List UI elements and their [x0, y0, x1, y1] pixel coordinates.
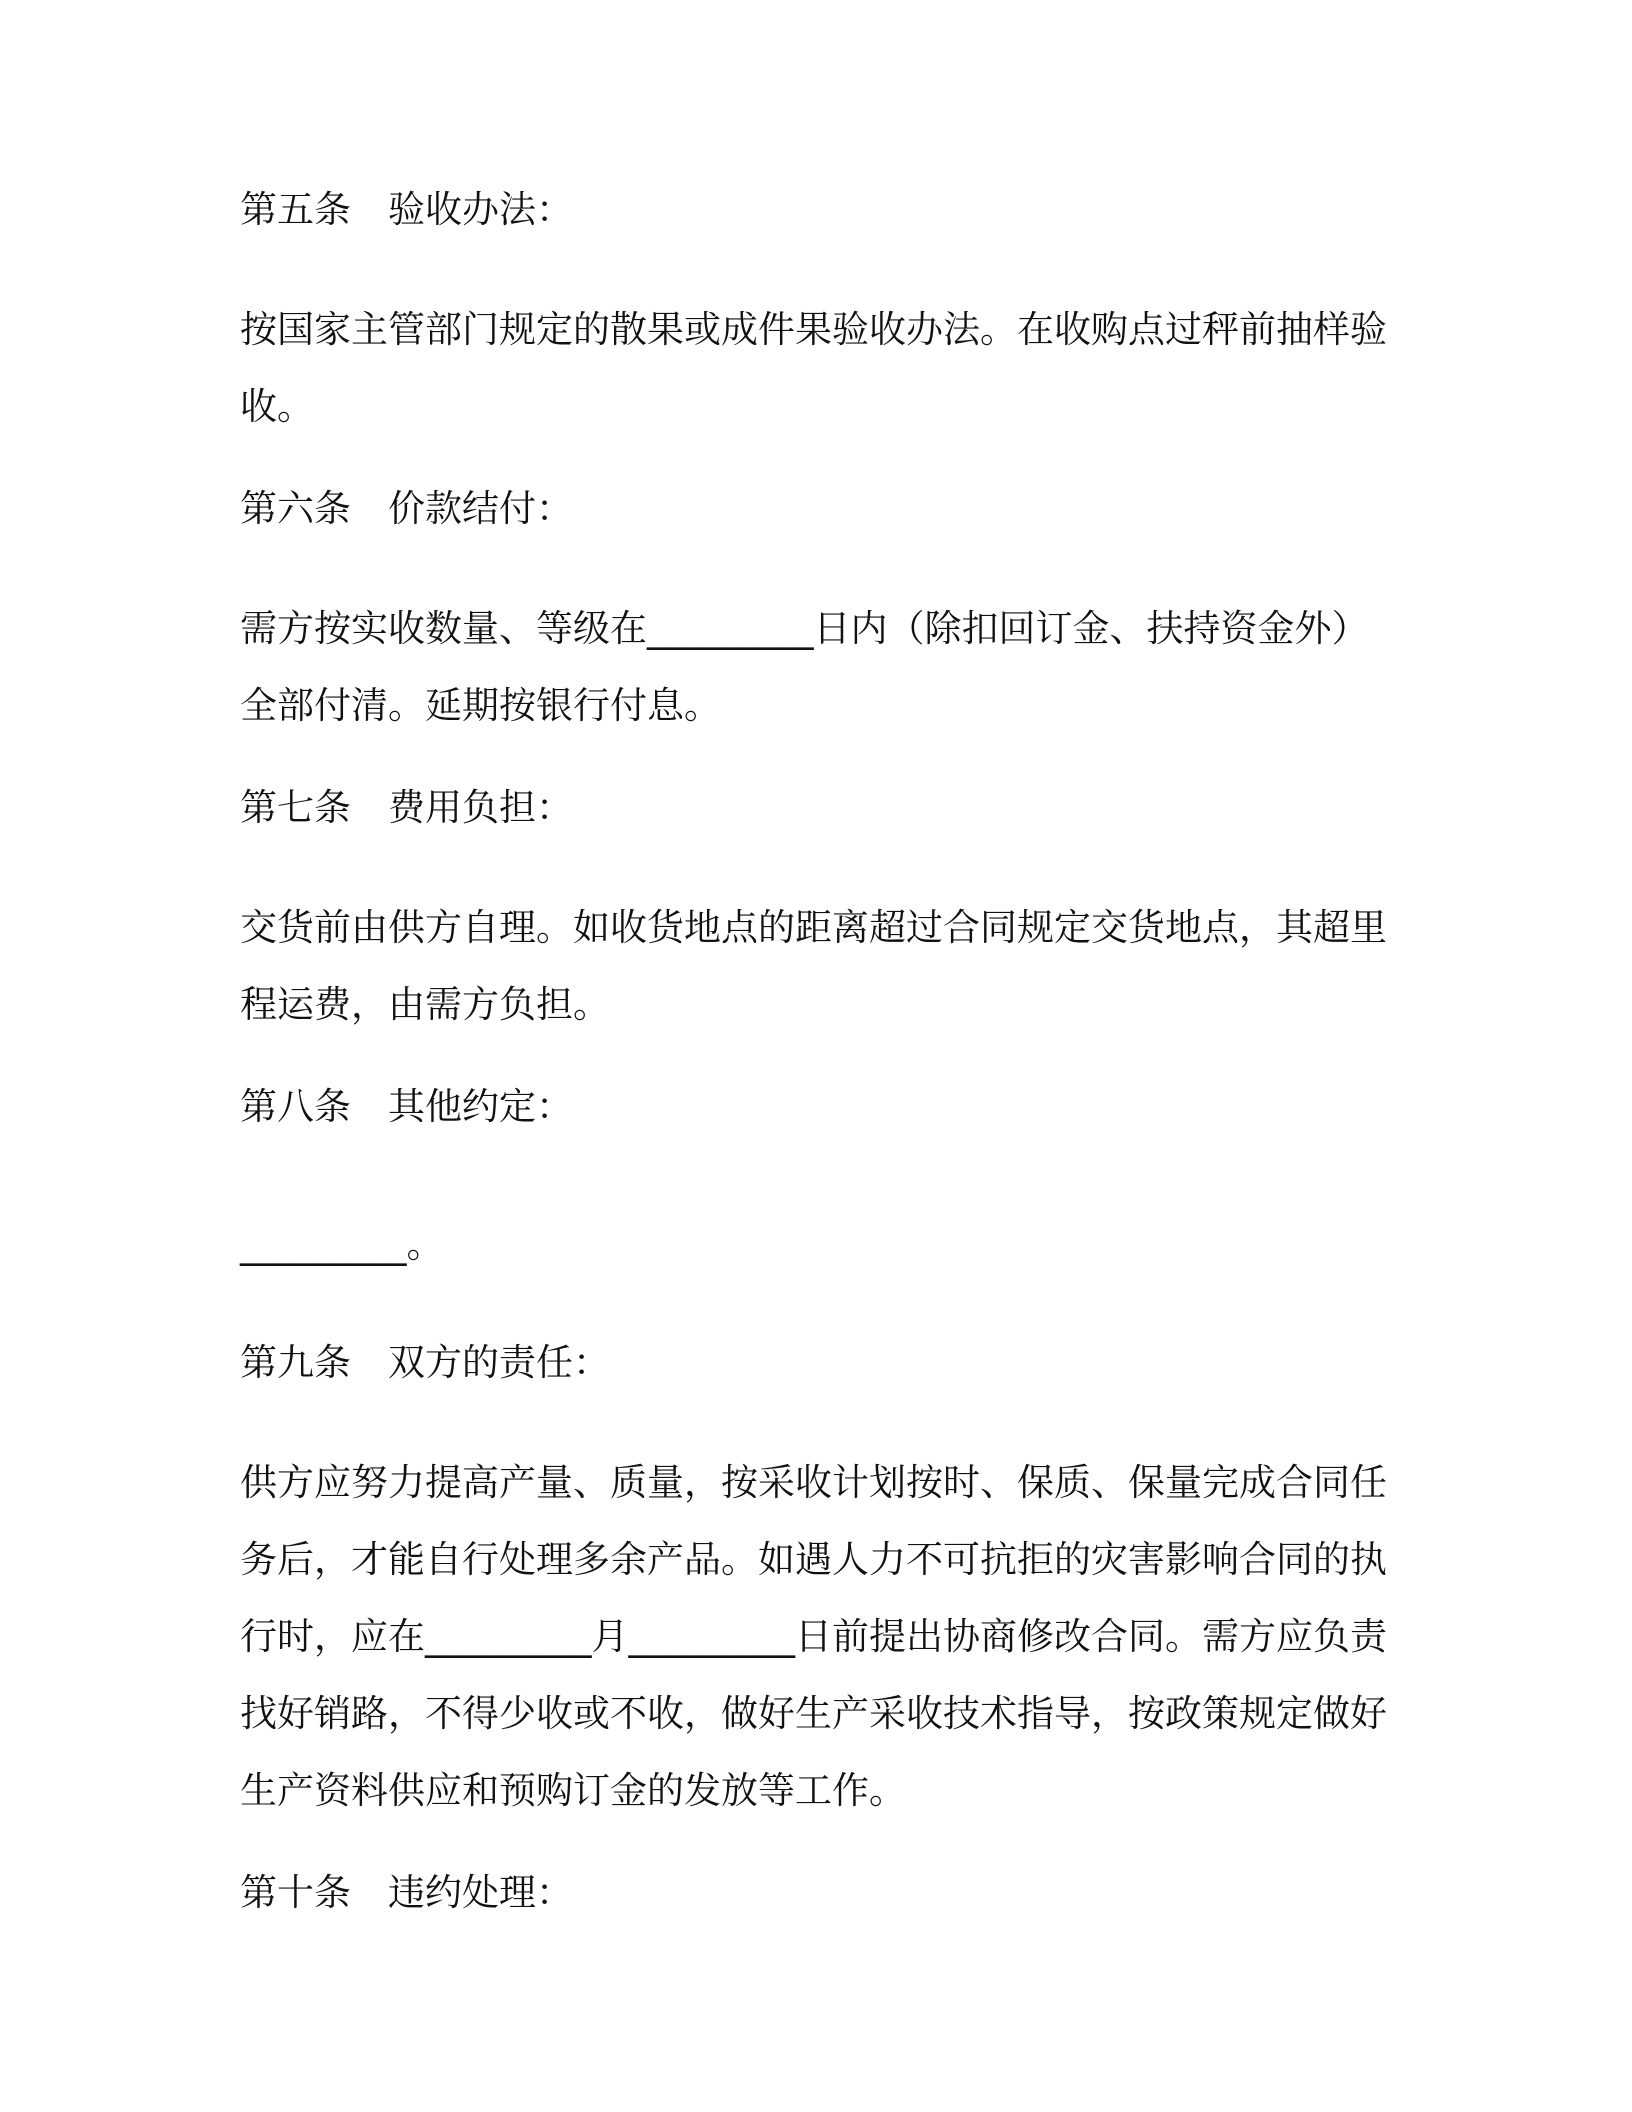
article-6-heading: 第六条 价款结付： [240, 487, 573, 530]
article-5-text: 按国家主管部门规定的散果或成件果验收办法。在收购点过秤前抽样验收。 [240, 308, 1387, 428]
article-10-heading: 第十条 违约处理： [240, 1871, 573, 1914]
document-body [240, 186, 1400, 1917]
article-7-heading: 第七条 费用负担： [240, 786, 573, 829]
article-5-heading: 第五条 验收办法： [240, 188, 573, 231]
article-9-heading: 第九条 双方的责任： [240, 1341, 610, 1384]
article-7-text: 交货前由供方自理。如收货地点的距离超过合同规定交货地点，其超里程运费，由需方负担。 [240, 906, 1387, 1026]
article-6-text: 需方按实收数量、等级在_________日内（除扣回订金、扶持资金外）全部付清。延期按银行付息。 [240, 607, 1369, 727]
article-9-text: 供方应努力提高产量、质量，按采收计划按时、保质、保量完成合同任务后，才能自行处理多余产品。如遇人力不可抗拒的灾害影响合同的执行时，应在_________月_________日前提出协商修改合同。需方应负责找好销路，不得少收或不收，做好生产采收技术指导，按政策规定做好生产资料供应和预购订金的发放等工作。 [240, 1461, 1387, 1812]
article-8-text: _________。 [240, 1223, 444, 1266]
article-8-heading: 第八条 其他约定： [240, 1085, 573, 1128]
